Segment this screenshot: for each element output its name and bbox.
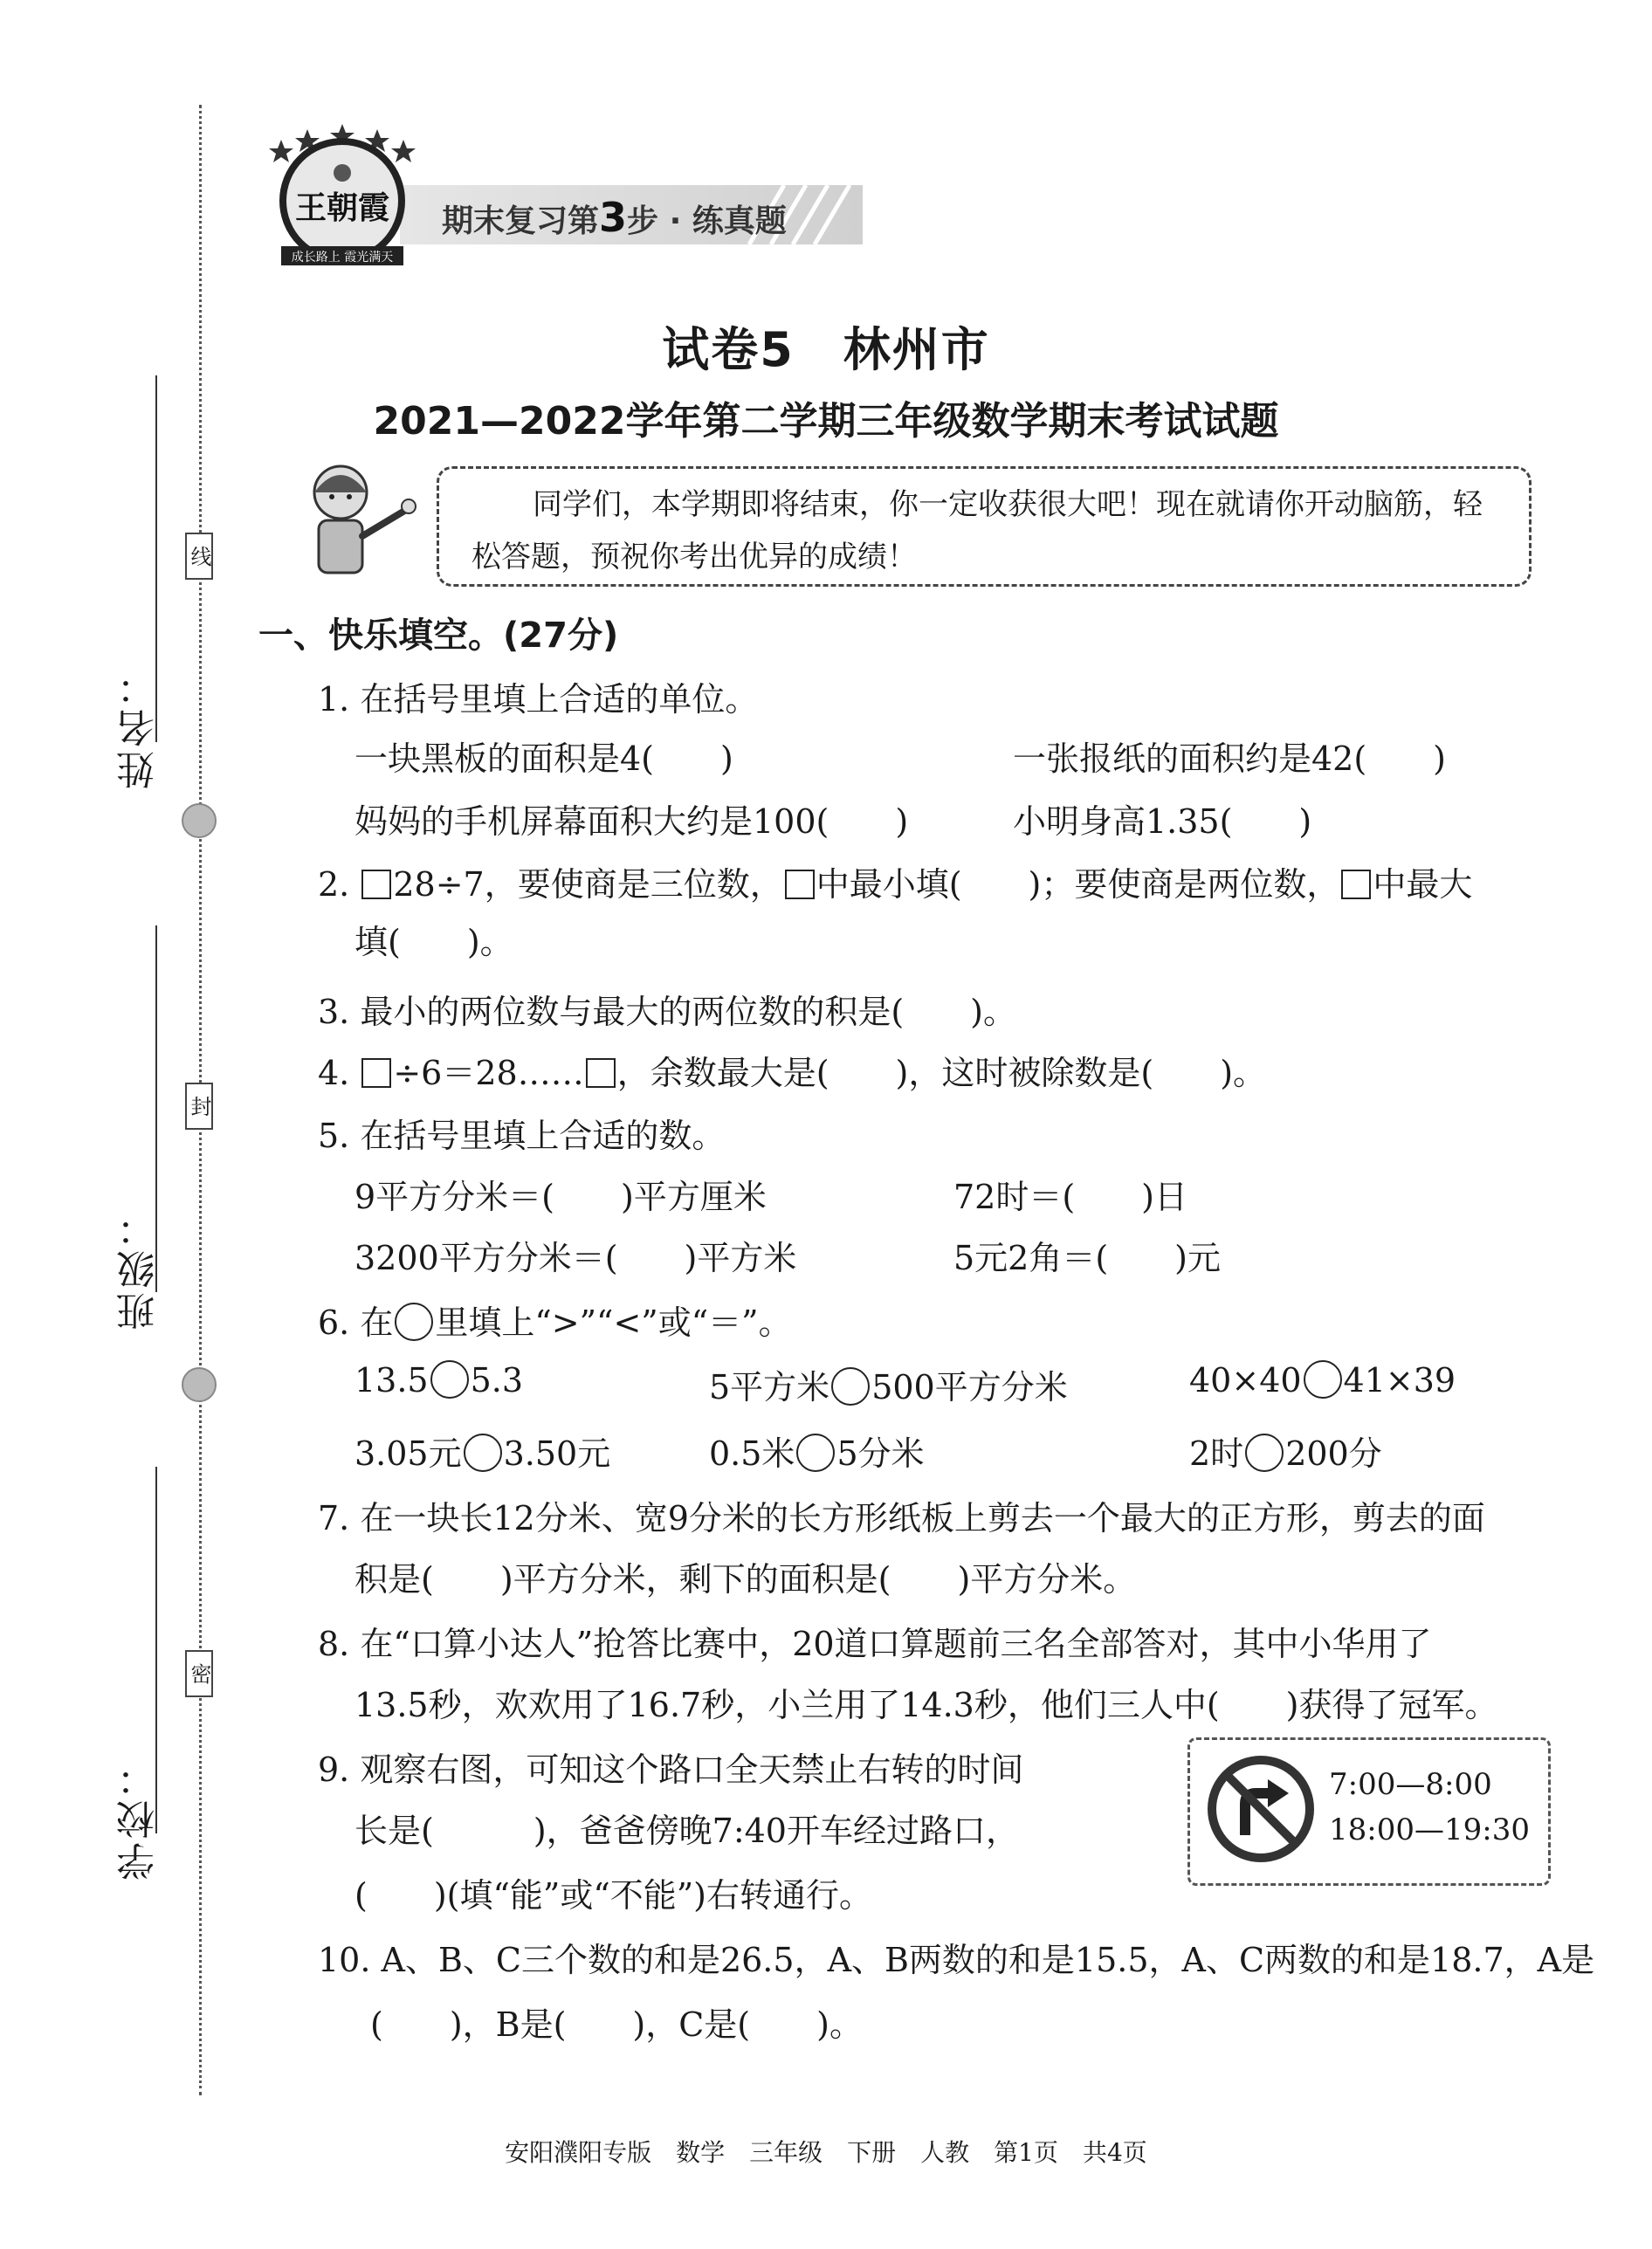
seal-mi: 密 — [185, 1650, 213, 1697]
exam-subtitle: 2021—2022学年第二学期三年级数学期末考试试题 — [373, 399, 1279, 444]
q5-stem: 5. 在括号里填上合适的数。 — [318, 1117, 726, 1155]
banner-prefix: 期末复习第 — [442, 203, 600, 239]
q9-line3: ( )(填“能”或“不能”)右转通行。 — [354, 1876, 873, 1915]
q2-line1 — [318, 857, 1472, 905]
q1-a: 一块黑板的面积是4( ) — [354, 739, 733, 778]
exam-title: 试卷5 林州市 — [662, 322, 990, 377]
q2-text-a: 28÷7，要使商是三位数， — [393, 865, 783, 904]
q6-a-left: 13.5 — [354, 1361, 429, 1400]
q8-line2: 13.5秒，欢欢用了16.7秒，小兰用了14.3秒，他们三人中( )获得了冠军。 — [354, 1686, 1498, 1724]
q4-text-b: ，余数最大是( )，这时被除数是( )。 — [616, 1054, 1267, 1092]
q6-c-left: 40×40 — [1189, 1361, 1302, 1400]
q2-number: 2. — [318, 865, 361, 904]
q6-d — [354, 1427, 610, 1475]
blank-circle — [1245, 1434, 1284, 1472]
sign-time-2: 18:00—19:30 — [1329, 1812, 1530, 1847]
q6-d-right: 3.50元 — [503, 1434, 611, 1473]
page-footer: 安阳濮阳专版 数学 三年级 下册 人教 第1页 共4页 — [505, 2138, 1147, 2167]
logo-slogan: 成长路上 霞光满天 — [291, 251, 394, 265]
q6-e-left: 0.5米 — [709, 1434, 795, 1473]
swirl-ornament — [182, 1367, 217, 1402]
q5-c: 3200平方分米＝( )平方米 — [354, 1239, 797, 1277]
section-heading: 一、快乐填空。(27分) — [258, 616, 619, 656]
blank-square — [785, 870, 815, 899]
q6-d-left: 3.05元 — [354, 1434, 462, 1473]
q6-text-a: 6. 在 — [318, 1303, 394, 1342]
q6-c — [1189, 1360, 1456, 1400]
banner-suffix: 步 · 练真题 — [627, 203, 787, 239]
q6-stem — [318, 1296, 792, 1344]
name-label: 姓名： — [117, 664, 162, 789]
q5-d: 5元2角＝( )元 — [953, 1239, 1222, 1277]
blank-square — [586, 1058, 616, 1088]
q4-text-a: ÷6＝28…… — [393, 1054, 584, 1092]
q7-line1: 7. 在一块长12分米、宽9分米的长方形纸板上剪去一个最大的正方形，剪去的面 — [318, 1499, 1485, 1537]
q6-text-b: 里填上“>”“<”或“＝”。 — [435, 1303, 792, 1342]
seal-xian: 线 — [185, 533, 213, 580]
q6-f — [1189, 1427, 1382, 1475]
q4-number: 4. — [318, 1054, 361, 1092]
blank-circle — [430, 1360, 469, 1399]
q6-b-right: 500平方分米 — [871, 1368, 1068, 1406]
q10-line2: ( )，B是( )，C是( )。 — [370, 2005, 863, 2044]
intro-text — [472, 478, 1502, 583]
q6-e — [709, 1427, 925, 1475]
swirl-ornament — [182, 803, 217, 838]
blank-circle — [395, 1303, 433, 1341]
q6-b-left: 5平方米 — [709, 1368, 830, 1406]
q6-a — [354, 1360, 523, 1400]
q6-c-right: 41×39 — [1343, 1361, 1456, 1400]
intro-message: 同学们，本学期即将结束，你一定收获很大吧！现在就请你开动脑筋，轻松答题，预祝你考出优异的成绩！ — [472, 487, 1483, 574]
q6-f-right: 200分 — [1285, 1434, 1382, 1473]
q4 — [318, 1046, 1266, 1094]
banner-text — [442, 194, 787, 241]
blank-circle — [831, 1367, 870, 1406]
blank-square — [1341, 870, 1371, 899]
q5-a: 9平方分米＝( )平方厘米 — [354, 1178, 767, 1216]
q6-e-right: 5分米 — [836, 1434, 925, 1473]
q2-line2: 填( )。 — [354, 923, 513, 961]
q1-c: 妈妈的手机屏幕面积大约是100( ) — [354, 802, 909, 841]
blank-circle — [464, 1434, 502, 1472]
no-right-turn-icon — [1207, 1755, 1315, 1863]
q10-line1: 10. A、B、C三个数的和是26.5，A、B两数的和是15.5，A、C两数的和是18.7，A是 — [318, 1941, 1595, 1979]
logo-text: 王朝霞 — [294, 189, 390, 226]
q5-b: 72时＝( )日 — [953, 1178, 1188, 1216]
q2-text-b: 中最小填( )；要使商是两位数， — [816, 865, 1340, 904]
blank-circle — [796, 1434, 835, 1472]
banner-step: 3 — [599, 194, 628, 241]
q9-line2: 长是( )，爸爸傍晚7:40开车经过路口， — [354, 1812, 1019, 1850]
blank-square — [361, 870, 391, 899]
q1-d: 小明身高1.35( ) — [1013, 802, 1312, 841]
q9-line1: 9. 观察右图，可知这个路口全天禁止右转的时间 — [318, 1750, 1024, 1789]
q2-text-c: 中最大 — [1373, 865, 1473, 904]
q6-a-right: 5.3 — [470, 1361, 524, 1400]
q3: 3. 最小的两位数与最大的两位数的积是( )。 — [318, 993, 1016, 1031]
seal-feng: 封 — [185, 1083, 213, 1130]
blank-square — [361, 1058, 391, 1088]
class-label: 班级： — [117, 1205, 162, 1331]
q6-f-left: 2时 — [1189, 1434, 1244, 1473]
q6-b — [709, 1360, 1068, 1408]
blank-circle — [1304, 1360, 1342, 1399]
sign-time-1: 7:00—8:00 — [1329, 1767, 1492, 1802]
wangzhaoxia-logo — [255, 122, 430, 271]
q7-line2: 积是( )平方分米，剩下的面积是( )平方分米。 — [354, 1560, 1137, 1599]
school-label: 学校： — [117, 1755, 162, 1881]
q8-line1: 8. 在“口算小达人”抢答比赛中，20道口算题前三名全部答对，其中小华用了 — [318, 1625, 1432, 1663]
q1-stem: 1. 在括号里填上合适的单位。 — [318, 680, 759, 719]
q1-b: 一张报纸的面积约是42( ) — [1013, 739, 1447, 778]
step-banner — [400, 185, 863, 244]
cartoon-girl-icon — [288, 457, 419, 588]
